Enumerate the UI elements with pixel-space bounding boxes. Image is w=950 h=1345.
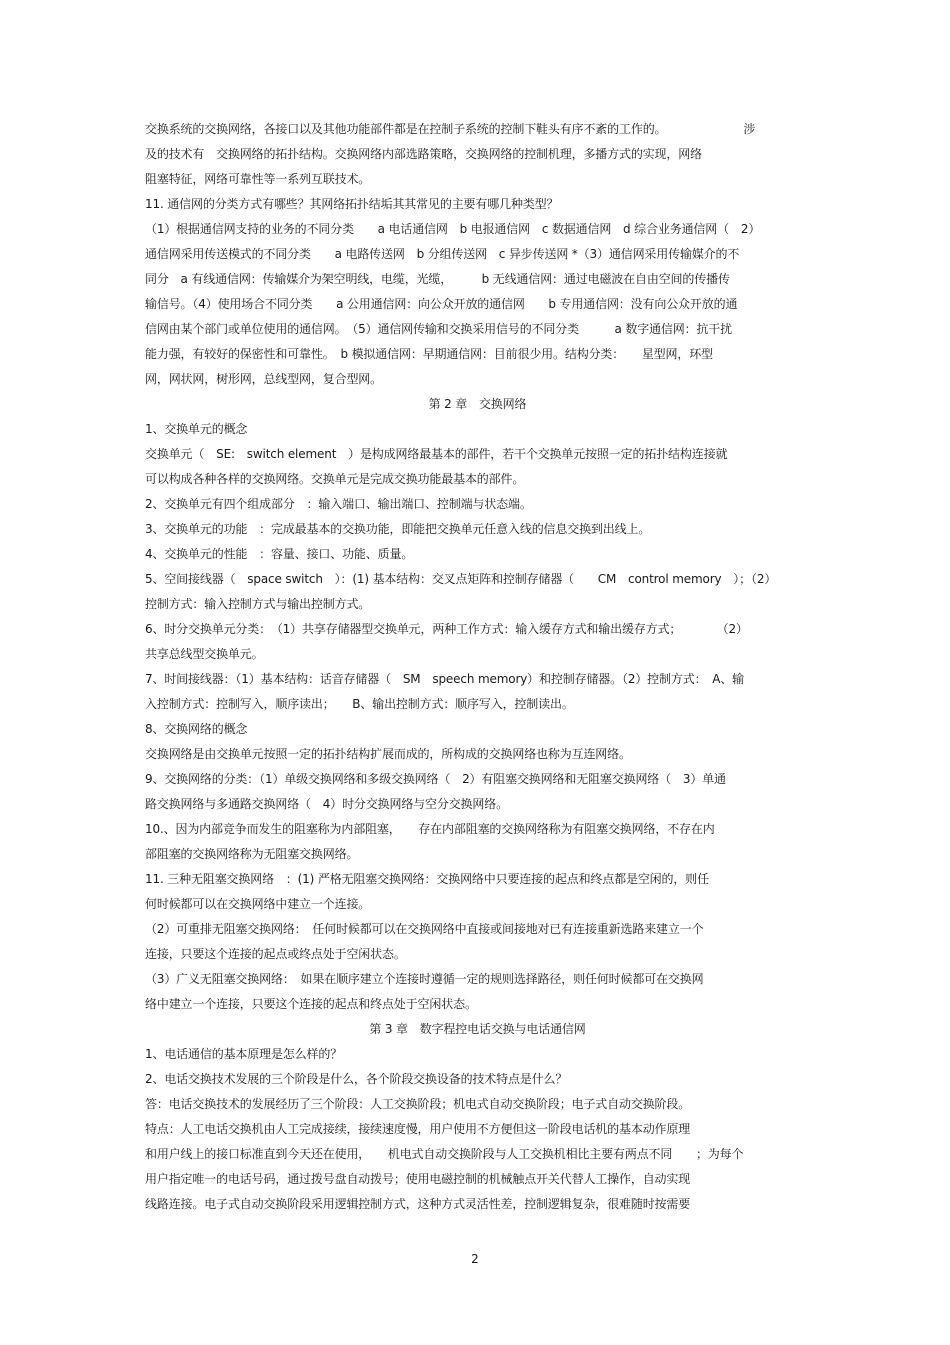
paragraph-line: 路交换网络与多通路交换网络（ 4）时分交换网络与空分交换网络。 <box>145 797 508 811</box>
chapter-2-title: 第 2 章 交换网络 <box>428 397 527 411</box>
paragraph-line: 1、交换单元的概念 <box>145 422 248 436</box>
paragraph-line: 9、交换网络的分类：（1）单级交换网络和多级交换网络（ 2）有阻塞交换网络和无阻塞交换网络（ 3）单通 <box>145 772 726 786</box>
paragraph-line: 同分 a 有线通信网：传输媒介为架空明线，电缆，光缆， b 无线通信网：通过电磁波在自由空间的传播传 <box>145 272 730 286</box>
paragraph-line: 交换网络是由交换单元按照一定的拓扑结构扩展而成的，所构成的交换网络也称为互连网络。 <box>145 747 631 761</box>
paragraph-line: 特点：人工电话交换机由人工完成接续，接续速度慢，用户使用不方便但这一阶段电话机的基本动作原理 <box>145 1122 691 1136</box>
paragraph-line: 10.、因为内部竞争而发生的阻塞称为内部阻塞， 存在内部阻塞的交换网络称为有阻塞交换网络，不存在内 <box>145 822 715 836</box>
paragraph-line: 2、电话交换技术发展的三个阶段是什么，各个阶段交换设备的技术特点是什么？ <box>145 1072 568 1086</box>
paragraph-line: 3、交换单元的功能 ：完成最基本的交换功能，即能把交换单元任意入线的信息交换到出线上。 <box>145 522 651 536</box>
paragraph-line: 1、电话通信的基本原理是怎么样的？ <box>145 1047 343 1061</box>
paragraph-line: 输信号。（4）使用场合不同分类 a 公用通信网：向公众开放的通信网 b 专用通信网：没有向公众开放的通 <box>145 297 738 311</box>
paragraph-line: 入控制方式：控制写入，顺序读出； B、输出控制方式：顺序写入，控制读出。 <box>145 697 574 711</box>
paragraph-line: 共享总线型交换单元。 <box>145 647 264 661</box>
paragraph-line: 部阻塞的交换网络称为无阻塞交换网络。 <box>145 847 359 861</box>
paragraph-line: 阻塞特征，网络可靠性等一系列互联技术。 <box>145 172 371 186</box>
paragraph-line: 络中建立一个连接，只要这个连接的起点和终点处于空闲状态。 <box>145 997 477 1011</box>
paragraph-line: 网，网状网，树形网，总线型网，复合型网。 <box>145 372 383 386</box>
paragraph-line: 答：电话交换技术的发展经历了三个阶段：人工交换阶段；机电式自动交换阶段；电子式自动交换阶段。 <box>145 1097 691 1111</box>
paragraph-line: 4、交换单元的性能 ：容量、接口、功能、质量。 <box>145 547 414 561</box>
paragraph-line: 可以构成各种各样的交换网络。交换单元是完成交换功能最基本的部件。 <box>145 472 525 486</box>
paragraph-line: （3）广义无阻塞交换网络： 如果在顺序建立个连接时遵循一定的规则选择路径，则任何时候都可在交换网 <box>145 972 704 986</box>
paragraph-line: 连接，只要这个连接的起点或终点处于空闲状态。 <box>145 947 406 961</box>
paragraph-line: （1）根据通信网支持的业务的不同分类 a 电话通信网 b 电报通信网 c 数据通信网 d 综合业务通信网（ 2） <box>145 222 761 236</box>
paragraph-line: 何时候都可以在交换网络中建立一个连接。 <box>145 897 371 911</box>
paragraph-line: 2、交换单元有四个组成部分 ：输入端口、输出端口、控制端与状态端。 <box>145 497 532 511</box>
paragraph-line: 信网由某个部门或单位使用的通信网。 （5）通信网传输和交换采用信号的不同分类 a 数字通信网：抗干扰 <box>145 322 733 336</box>
chapter-3-title: 第 3 章 数字程控电话交换与电话通信网 <box>369 1022 586 1036</box>
paragraph-line: （2）可重排无阻塞交换网络： 任何时候都可以在交换网络中直接或间接地对已有连接重新选路来建立一个 <box>145 922 704 936</box>
paragraph-line: 和用户线上的接口标准直到今天还在使用， 机电式自动交换阶段与人工交换机相比主要有两点不同 ；为每个 <box>145 1147 744 1161</box>
paragraph-line: 能力强，有较好的保密性和可靠性。 b 模拟通信网：早期通信网：目前很少用。结构分类： 星型网，环型 <box>145 347 713 361</box>
paragraph-line: 交换系统的交换网络，各接口以及其他功能部件都是在控制子系统的控制下鞋头有序不紊的工作的。 涉 <box>145 122 756 136</box>
paragraph-line: 及的技术有 交换网络的拓扑结构。交换网络内部选路策略，交换网络的控制机理，多播方式的实现，网络 <box>145 147 702 161</box>
page-body <box>145 117 810 1217</box>
paragraph-line: 控制方式：输入控制方式与输出控制方式。 <box>145 597 371 611</box>
paragraph-line: 6、时分交换单元分类： （1）共享存储器型交换单元，两种工作方式：输入缓存方式和输出缓存方式； （2） <box>145 622 748 636</box>
paragraph-line: 通信网采用传送模式的不同分类 a 电路传送网 b 分组传送网 c 异步传送网 *（3）通信网采用传输媒介的不 <box>145 247 740 261</box>
paragraph-line: 用户指定唯一的电话号码，通过拨号盘自动拨号；使用电磁控制的机械触点开关代替人工操作，自动实现 <box>145 1172 691 1186</box>
page-number: 2 <box>471 1252 479 1266</box>
question-line: 11. 通信网的分类方式有哪些？其网络拓扑结垢其其常见的主要有哪几种类型？ <box>145 197 559 211</box>
paragraph-line: 交换单元（ SE: switch element ）是构成网络最基本的部件，若干个交换单元按照一定的拓扑结构连接就 <box>145 447 728 461</box>
paragraph-line: 8、交换网络的概念 <box>145 722 248 736</box>
paragraph-line: 线路连接。电子式自动交换阶段采用逻辑控制方式，这种方式灵活性差，控制逻辑复杂，很难随时按需要 <box>145 1197 691 1211</box>
paragraph-line: 7、时间接线器：（1）基本结构：话音存储器（ SM speech memory）和控制存储器。（2）控制方式： A、输 <box>145 672 745 686</box>
paragraph-line: 11. 三种无阻塞交换网络 ：(1) 严格无阻塞交换网络：交换网络中只要连接的起点和终点都是空闲的，则任 <box>145 872 709 886</box>
paragraph-line: 5、空间接线器（ space switch ）：(1) 基本结构：交叉点矩阵和控制存储器（ CM control memory ）；（2） <box>145 572 777 586</box>
